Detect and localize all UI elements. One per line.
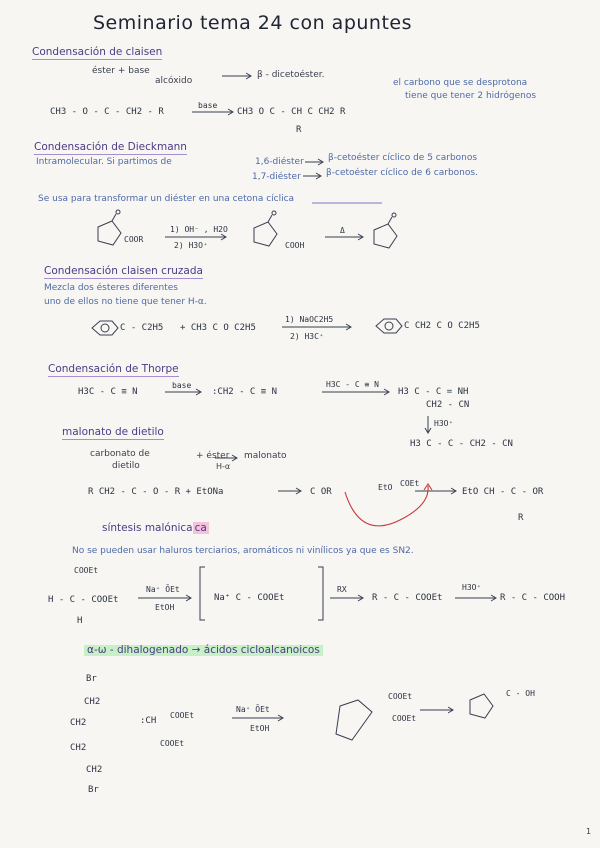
dieckmann-row1-b: β-cetoéster cíclico de 5 carbonos [328,153,478,163]
cruzada-line1: Mezcla dos ésteres diferentes [44,283,178,293]
sintesis-h3o: H3O⁺ [462,583,482,592]
cruzada-reagent-bottom: 2) H3C⁺ [290,332,324,341]
thorpe-arrow1: base [172,381,192,390]
malonato-heading: malonato de dietilo [62,426,164,438]
claisen-eq-left: CH3 - O - C - CH2 - R [50,107,164,117]
malonato-eq-cooet: COEt [400,479,420,488]
dieckmann-delta: Δ [340,226,345,235]
dieckmann-row2-b: β-cetoéster cíclico de 6 carbonos. [326,168,478,178]
dieckmann-use: Se usa para transformar un diéster en una cetona cíclica [38,194,295,204]
claisen-note1: el carbono que se desprotona [393,78,528,88]
thorpe-left: H3C - C ≡ N [78,387,138,397]
sintesis-bracket: Na⁺ C - COOEt [214,593,285,603]
dieckmann-reagent-top: 1) OH⁻ , H2O [170,225,228,234]
dihalo-chain-1: CH2 [84,697,101,707]
sintesis-heading-text: síntesis malónica [102,522,193,534]
dihalo-chain-3: CH2 [70,743,87,753]
malonato-line1-b: dietilo [112,461,140,471]
cruzada-reagent-top: 1) NaOC2H5 [285,315,334,324]
dieckmann-reagent-bottom: 2) H3O⁺ [174,241,208,250]
dihalo-ring-cooet2: COOEt [392,714,417,723]
dihalo-chain-2: CH2 [70,718,87,728]
sintesis-reag-bottom: EtOH [155,603,175,612]
dihalo-chain-4: CH2 [86,765,103,775]
dihalo-anion-top: COOEt [170,711,195,720]
dihalo-chain-0: Br [86,674,97,684]
dihalo-reag-top: Na⁺ ŌEt [236,705,270,714]
cruzada-line2: uno de ellos no tiene que tener H-α. [44,297,207,307]
dieckmann-coor-label: COOR [124,235,144,244]
dieckmann-row2-a: 1,7-diéster [252,172,301,182]
claisen-eq-right: CH3 O C - CH C CH2 R [237,107,346,117]
dihalo-heading: α-ω - dihalogenado → ácidos cicloalcanoicos [84,645,323,656]
sintesis-cooet-top: COOEt [74,566,99,575]
dieckmann-row1-a: 1,6-diéster [255,157,304,167]
cruzada-mid: + CH3 C O C2H5 [180,323,256,333]
claisen-line1-b: alcóxido [155,76,193,86]
malonato-line1-e: malonato [244,451,287,461]
claisen-heading: Condensación de claisen [32,46,163,58]
claisen-line1-c: β - dicetoéster. [257,70,325,80]
thorpe-arrow2: H3C - C ≡ N [326,380,379,389]
thorpe-right: H3 C - C = NH [398,387,469,397]
malonato-eq-mid: C OR [310,487,332,497]
claisen-note2: tiene que tener 2 hidrógenos [405,91,537,101]
malonato-line1-d: H-α [216,462,231,471]
thorpe-right2: CH2 - CN [426,400,470,410]
cruzada-left: C - C2H5 [120,323,164,333]
page-title: Seminario tema 24 con apuntes [93,12,413,34]
sintesis-reag-top: Na⁺ ŌEt [146,585,180,594]
claisen-line1-a: éster + base [92,66,150,76]
dihalo-anion-label: :CH [140,716,157,726]
malonato-eq-eto: EtO [378,483,393,492]
cruzada-right: C CH2 C O C2H5 [404,321,480,331]
thorpe-final: H3 C - C - CH2 - CN [410,439,513,449]
dieckmann-heading: Condensación de Dieckmann [34,141,187,153]
malonato-eq-left: R CH2 - C - O - R + EtONa [88,487,224,497]
thorpe-mid: :CH2 - C ≡ N [212,387,278,397]
malonato-line1-a: carbonato de [90,449,150,459]
sintesis-note: No se pueden usar haluros terciarios, aromáticos ni vinílicos ya que es SN2. [72,546,414,556]
claisen-eq-arrow: base [198,101,218,110]
malonato-eq-r: R [518,513,524,523]
sintesis-heading-highlight: ca [194,522,207,534]
sintesis-prod2: R - C - COOH [500,593,566,603]
sintesis-heading [102,523,209,534]
page-number: 1 [586,827,592,836]
dieckmann-cooh-label: COOH [285,241,305,250]
malonato-eq-right: EtO CH - C - OR [462,487,544,497]
dihalo-product: C - OH [506,689,535,698]
dihalo-chain-5: Br [88,785,99,795]
cruzada-heading: Condensación claisen cruzada [44,265,203,277]
dihalo-anion-bottom: COOEt [160,739,185,748]
sintesis-rx: RX [337,585,347,594]
dihalo-ring-cooet1: COOEt [388,692,413,701]
claisen-eq-r: R [296,125,302,135]
sintesis-left: H - C - COOEt [48,595,119,605]
dieckmann-intra: Intramolecular. Si partimos de [36,157,172,167]
sintesis-h-bottom: H [77,616,83,626]
sintesis-prod1: R - C - COOEt [372,593,443,603]
thorpe-heading: Condensación de Thorpe [48,363,179,375]
thorpe-down: H3O⁺ [434,419,454,428]
malonato-line1-c: + éster [196,451,230,461]
dihalo-reag-bottom: EtOH [250,724,270,733]
